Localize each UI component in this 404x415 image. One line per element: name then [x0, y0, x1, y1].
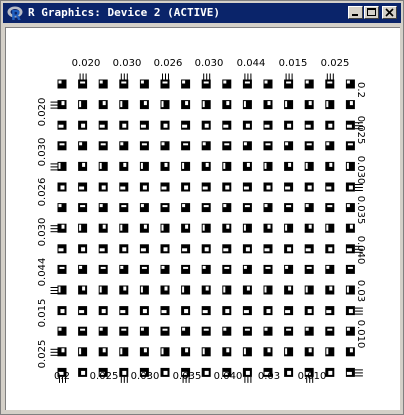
glyph-cell — [181, 100, 190, 109]
glyph-cell — [78, 183, 87, 192]
glyph-cell — [119, 347, 128, 356]
glyph-cell — [140, 121, 149, 130]
glyph-cell — [78, 368, 87, 377]
glyph-cell — [140, 80, 149, 89]
glyph-cell — [78, 244, 87, 253]
glyph-cell — [202, 203, 211, 212]
glyph-cell — [305, 244, 314, 253]
glyph-cell — [161, 74, 170, 89]
glyph-cell — [222, 265, 231, 274]
glyph-cell — [284, 121, 293, 130]
glyph-cell — [222, 80, 231, 89]
glyph-cell — [264, 100, 273, 109]
glyph-cell — [222, 286, 231, 295]
maximize-icon — [365, 7, 378, 18]
glyph-cell — [161, 306, 170, 315]
glyph-cell — [202, 183, 211, 192]
top-axis-label: 0.026 — [153, 58, 183, 69]
glyph-cell — [346, 265, 355, 274]
glyph-cell — [305, 347, 314, 356]
glyph-cell — [264, 183, 273, 192]
glyph-cell — [222, 244, 231, 253]
close-button[interactable] — [382, 6, 397, 19]
glyph-cell — [346, 80, 355, 89]
glyph-cell — [181, 80, 190, 89]
glyph-cell — [119, 121, 128, 130]
glyph-cell — [222, 141, 231, 150]
glyph-cell — [119, 183, 128, 192]
glyph-cell — [58, 244, 67, 253]
glyph-cell — [305, 286, 314, 295]
glyph-cell — [284, 347, 293, 356]
glyph-cell — [284, 203, 293, 212]
glyph-cell — [325, 306, 334, 315]
glyph-cell — [305, 80, 314, 89]
window-title: R Graphics: Device 2 (ACTIVE) — [28, 6, 221, 19]
glyph-cell — [58, 306, 67, 315]
glyph-cell — [325, 74, 334, 89]
glyph-cell — [99, 162, 108, 171]
glyph-cell — [161, 368, 170, 377]
glyph-cell — [264, 203, 273, 212]
glyph-cell — [264, 347, 273, 356]
graphics-canvas — [6, 28, 400, 410]
glyph-cell — [181, 244, 190, 253]
glyph-cell — [346, 286, 355, 295]
glyph-cell — [325, 224, 334, 233]
glyph-cell — [243, 100, 252, 109]
glyph-cell — [140, 244, 149, 253]
bottom-axis-label: 0.025 — [89, 371, 119, 382]
glyph-cell — [222, 224, 231, 233]
glyph-cell — [222, 203, 231, 212]
glyph-cell — [325, 347, 334, 356]
glyph-cell — [284, 141, 293, 150]
glyph-cell — [243, 203, 252, 212]
glyph-cell — [181, 141, 190, 150]
glyph-cell — [99, 265, 108, 274]
plot-area — [5, 27, 400, 410]
glyph-cell — [243, 74, 252, 89]
glyph-cell — [119, 286, 128, 295]
glyph-cell — [325, 162, 334, 171]
glyph-cell — [264, 162, 273, 171]
glyph-cell — [119, 306, 128, 315]
glyph-cell — [305, 224, 314, 233]
glyph-cell — [325, 121, 334, 130]
glyph-cell — [99, 121, 108, 130]
glyph-cell — [284, 100, 293, 109]
close-icon — [383, 7, 396, 18]
glyph-cell — [222, 306, 231, 315]
glyph-cell — [119, 162, 128, 171]
glyph-cell — [161, 286, 170, 295]
glyph-cell — [243, 141, 252, 150]
glyph-cell — [140, 162, 149, 171]
glyph-cell — [181, 121, 190, 130]
glyph-cell — [99, 327, 108, 336]
glyph-cell — [243, 224, 252, 233]
glyph-cell — [161, 141, 170, 150]
glyph-cell — [222, 327, 231, 336]
glyph-cell — [119, 141, 128, 150]
bottom-axis-label: 0.035 — [172, 371, 202, 382]
glyph-cell — [325, 203, 334, 212]
glyph-cell — [58, 203, 67, 212]
glyph-cell — [51, 347, 67, 356]
glyph-cell — [325, 368, 334, 377]
glyph-cell — [346, 327, 355, 336]
left-axis-label: 0.044 — [37, 257, 48, 287]
left-axis-label: 0.030 — [37, 137, 48, 167]
glyph-cell — [58, 80, 67, 89]
glyph-cell — [243, 162, 252, 171]
glyph-cell — [284, 327, 293, 336]
maximize-button[interactable] — [364, 6, 379, 19]
glyph-cell — [202, 100, 211, 109]
glyph-cell — [346, 141, 355, 150]
glyph-cell — [58, 141, 67, 150]
glyph-cell — [264, 141, 273, 150]
glyph-cell — [119, 100, 128, 109]
left-axis-label: 0.026 — [37, 177, 48, 207]
top-axis-label: 0.015 — [278, 58, 308, 69]
glyph-cell — [181, 183, 190, 192]
glyph-cell — [58, 327, 67, 336]
top-axis-label: 0.030 — [194, 58, 224, 69]
glyph-cell — [58, 265, 67, 274]
top-axis-label: 0.044 — [236, 58, 266, 69]
glyph-cell — [99, 141, 108, 150]
glyph-cell — [264, 244, 273, 253]
glyph-cell — [305, 121, 314, 130]
bottom-axis-label: 0.030 — [130, 371, 160, 382]
glyph-cell — [243, 368, 252, 383]
glyph-cell — [346, 306, 363, 315]
glyph-cell — [161, 203, 170, 212]
right-axis-label: 0.03 — [355, 279, 366, 303]
glyph-cell — [202, 368, 211, 377]
glyph-cell — [284, 183, 293, 192]
glyph-cell — [78, 306, 87, 315]
glyph-cell — [78, 162, 87, 171]
glyph-cell — [99, 286, 108, 295]
glyph-cell — [305, 265, 314, 274]
glyph-cell — [202, 224, 211, 233]
glyph-cell — [161, 100, 170, 109]
glyph-cell — [243, 121, 252, 130]
glyph-cell — [119, 224, 128, 233]
glyph-cell — [264, 306, 273, 315]
glyph-cell — [161, 265, 170, 274]
glyph-cell — [284, 286, 293, 295]
glyph-cell — [202, 162, 211, 171]
glyph-cell — [119, 74, 128, 89]
glyph-cell — [243, 286, 252, 295]
glyph-cell — [78, 265, 87, 274]
glyph-cell — [161, 224, 170, 233]
glyph-cell — [264, 224, 273, 233]
glyph-cell — [181, 162, 190, 171]
glyph-cell — [202, 306, 211, 315]
glyph-cell — [140, 265, 149, 274]
glyph-cell — [243, 306, 252, 315]
glyph-cell — [325, 265, 334, 274]
glyph-cell — [305, 162, 314, 171]
glyph-cell — [161, 244, 170, 253]
glyph-cell — [264, 121, 273, 130]
title-bar[interactable] — [3, 3, 401, 23]
glyph-cell — [243, 183, 252, 192]
glyph-cell — [181, 224, 190, 233]
glyph-cell — [119, 203, 128, 212]
top-axis-label: 0.025 — [320, 58, 350, 69]
right-axis-label: 0.2 — [355, 82, 366, 98]
left-axis-label: 0.025 — [37, 339, 48, 369]
glyph-cell — [58, 183, 67, 192]
bottom-axis-label: 0.2 — [54, 371, 70, 382]
glyph-cell — [222, 121, 231, 130]
glyph-cell — [243, 244, 252, 253]
glyph-cell — [264, 286, 273, 295]
glyph-cell — [78, 100, 87, 109]
right-axis-label: 0.035 — [355, 195, 366, 225]
glyph-cell — [325, 183, 334, 192]
glyph-cell — [78, 74, 87, 89]
glyph-cell — [202, 327, 211, 336]
glyph-cell — [264, 265, 273, 274]
right-axis-label: 0.030 — [355, 155, 366, 185]
glyph-cell — [181, 327, 190, 336]
glyph-cell — [325, 100, 334, 109]
glyph-cell — [140, 203, 149, 212]
glyph-cell — [140, 327, 149, 336]
glyph-cell — [161, 121, 170, 130]
glyph-cell — [181, 306, 190, 315]
glyph-cell — [346, 224, 355, 233]
glyph-cell — [284, 368, 293, 377]
glyph-cell — [202, 265, 211, 274]
glyph-cell — [181, 203, 190, 212]
glyph-cell — [140, 306, 149, 315]
bottom-axis-label: 0.010 — [297, 371, 327, 382]
glyph-cell — [202, 244, 211, 253]
glyph-cell — [181, 265, 190, 274]
glyph-cell — [51, 100, 67, 109]
glyph-cell — [243, 327, 252, 336]
glyph-cell — [202, 286, 211, 295]
glyph-cell — [161, 347, 170, 356]
glyph-cell — [346, 368, 363, 377]
glyph-cell — [346, 100, 355, 109]
glyph-cell — [99, 183, 108, 192]
glyph-cell — [284, 162, 293, 171]
glyph-cell — [78, 286, 87, 295]
r-logo-icon — [7, 5, 23, 21]
glyph-cell — [305, 183, 314, 192]
glyph-cell — [222, 162, 231, 171]
glyph-cell — [222, 183, 231, 192]
top-axis-label: 0.020 — [71, 58, 101, 69]
glyph-cell — [222, 347, 231, 356]
glyph-cell — [161, 162, 170, 171]
glyph-cell — [305, 306, 314, 315]
glyph-cell — [99, 347, 108, 356]
glyph-cell — [140, 100, 149, 109]
glyph-cell — [99, 80, 108, 89]
left-axis-label: 0.020 — [37, 97, 48, 127]
bottom-axis-label: 0.040 — [213, 371, 243, 382]
glyph-cell — [119, 265, 128, 274]
glyph-cell — [140, 183, 149, 192]
glyph-cell — [284, 224, 293, 233]
glyph-cell — [78, 121, 87, 130]
glyph-cell — [325, 244, 334, 253]
glyph-cell — [99, 203, 108, 212]
glyph-cell — [305, 141, 314, 150]
svg-text:R: R — [11, 9, 22, 21]
glyph-cell — [305, 327, 314, 336]
glyph-cell — [264, 327, 273, 336]
glyph-cell — [140, 347, 149, 356]
glyph-cell — [181, 347, 190, 356]
glyph-cell — [78, 327, 87, 336]
glyph-cell — [99, 100, 108, 109]
left-axis-labels — [37, 98, 48, 369]
glyph-cell — [78, 141, 87, 150]
glyph-cell — [140, 286, 149, 295]
glyph-cell — [119, 368, 128, 383]
glyph-cell — [99, 224, 108, 233]
glyph-cell — [202, 347, 211, 356]
left-axis-label: 0.030 — [37, 217, 48, 247]
glyph-cell — [78, 203, 87, 212]
glyph-cell — [305, 100, 314, 109]
glyph-cell — [243, 347, 252, 356]
glyph-cell — [51, 224, 67, 233]
minimize-button[interactable] — [348, 6, 363, 19]
right-axis-label: 0.010 — [355, 319, 366, 349]
glyph-cell — [140, 141, 149, 150]
glyph-cell — [202, 121, 211, 130]
glyph-cell — [264, 80, 273, 89]
glyph-cell — [161, 183, 170, 192]
glyph-cell — [99, 306, 108, 315]
glyph-cell — [325, 286, 334, 295]
glyph-cell — [284, 306, 293, 315]
bottom-axis-label: 0.03 — [257, 371, 281, 382]
glyph-cell — [243, 265, 252, 274]
glyph-cell — [222, 100, 231, 109]
top-axis-labels — [72, 58, 350, 69]
glyph-cell — [284, 74, 293, 89]
glyph-cell — [325, 327, 334, 336]
glyph-cell — [346, 162, 355, 171]
glyph-cell — [119, 244, 128, 253]
glyph-cell — [284, 265, 293, 274]
glyph-cell — [51, 286, 67, 295]
glyph-cell — [140, 224, 149, 233]
left-axis-label: 0.015 — [37, 298, 48, 328]
glyph-cell — [284, 244, 293, 253]
right-axis-label: 0.040 — [355, 235, 366, 265]
top-axis-label: 0.030 — [112, 58, 142, 69]
glyph-cell — [51, 162, 67, 171]
glyph-cell — [99, 244, 108, 253]
glyph-cell — [181, 286, 190, 295]
glyph-cell — [346, 203, 355, 212]
glyph-cell — [325, 141, 334, 150]
glyph-cell — [58, 121, 67, 130]
glyph-cell — [305, 203, 314, 212]
glyph-cell — [346, 347, 355, 356]
glyph-cell — [119, 327, 128, 336]
minimize-icon — [349, 7, 362, 18]
glyph-cell — [78, 347, 87, 356]
glyph-cell — [161, 327, 170, 336]
glyph-cell — [78, 224, 87, 233]
right-axis-label: 0.025 — [355, 115, 366, 145]
glyph-cell — [202, 141, 211, 150]
glyph-cell — [202, 74, 211, 89]
